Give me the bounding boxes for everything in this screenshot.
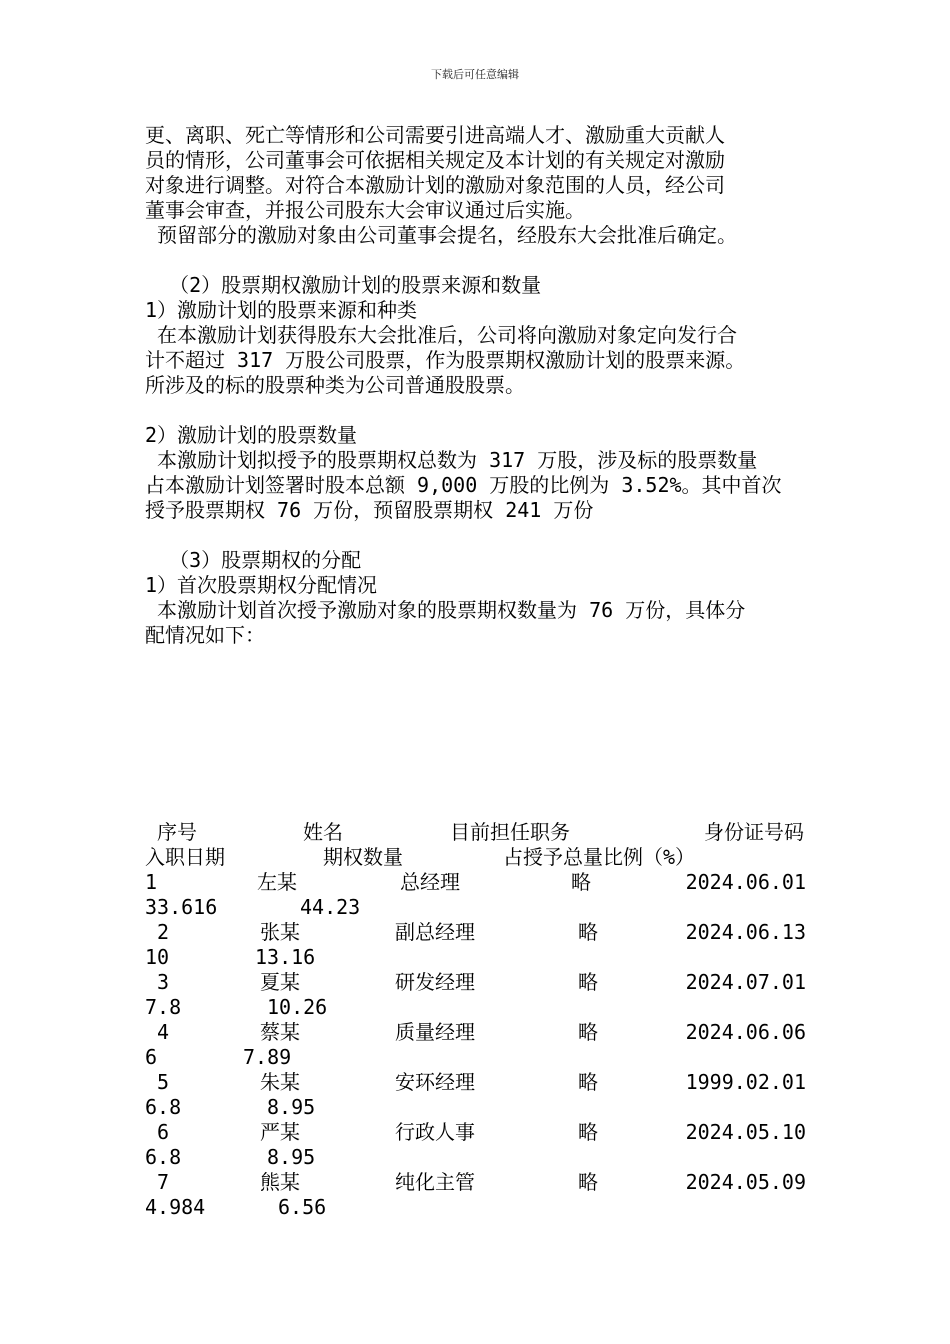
document-body bbox=[145, 123, 810, 648]
cell-name: 夏某 bbox=[260, 970, 300, 994]
header-seq: 序号 bbox=[157, 820, 197, 844]
cell-ratio: 6.56 bbox=[278, 1195, 327, 1219]
cell-join-date: 2024.06.06 bbox=[685, 1020, 806, 1044]
header-options: 期权数量 bbox=[323, 845, 403, 869]
cell-ratio: 10.26 bbox=[267, 995, 328, 1019]
text-line: 更、离职、死亡等情形和公司需要引进高端人才、激励重大贡献人 bbox=[145, 123, 725, 147]
cell-seq: 6 bbox=[157, 1120, 170, 1144]
text-line: 占本激励计划签署时股本总额 9,000 万股的比例为 3.52%。其中首次 bbox=[145, 473, 782, 497]
cell-ratio: 8.95 bbox=[267, 1145, 316, 1169]
cell-id-number: 略 bbox=[578, 1120, 598, 1144]
cell-position: 纯化主管 bbox=[395, 1170, 475, 1194]
cell-position: 总经理 bbox=[400, 870, 460, 894]
cell-id-number: 略 bbox=[578, 970, 598, 994]
table-row bbox=[145, 1020, 810, 1070]
cell-name: 左某 bbox=[257, 870, 297, 894]
page-header: 下载后可任意编辑 bbox=[431, 68, 519, 81]
cell-ratio: 44.23 bbox=[300, 895, 361, 919]
header-join-date: 入职日期 bbox=[145, 845, 225, 869]
cell-ratio: 8.95 bbox=[267, 1095, 316, 1119]
subsection-heading: 2）激励计划的股票数量 bbox=[145, 423, 358, 447]
cell-name: 蔡某 bbox=[260, 1020, 300, 1044]
cell-id-number: 略 bbox=[578, 920, 598, 944]
section-stock-source bbox=[145, 273, 810, 398]
cell-position: 副总经理 bbox=[395, 920, 475, 944]
cell-join-date: 1999.02.01 bbox=[685, 1070, 806, 1094]
table-row bbox=[145, 970, 810, 1020]
cell-seq: 1 bbox=[145, 870, 158, 894]
cell-join-date: 2024.07.01 bbox=[685, 970, 806, 994]
subsection-heading: 1）激励计划的股票来源和种类 bbox=[145, 298, 418, 322]
section-distribution bbox=[145, 548, 810, 648]
cell-name: 熊某 bbox=[260, 1170, 300, 1194]
section-heading: （2）股票期权激励计划的股票来源和数量 bbox=[145, 273, 542, 297]
section-heading: （3）股票期权的分配 bbox=[145, 548, 362, 572]
header-position: 目前担任职务 bbox=[450, 820, 570, 844]
cell-id-number: 略 bbox=[571, 870, 591, 894]
cell-join-date: 2024.06.01 bbox=[685, 870, 806, 894]
text-line: 对象进行调整。对符合本激励计划的激励对象范围的人员，经公司 bbox=[145, 173, 725, 197]
cell-position: 研发经理 bbox=[395, 970, 475, 994]
cell-options: 4.984 bbox=[145, 1195, 206, 1219]
table-row bbox=[145, 1070, 810, 1120]
cell-position: 安环经理 bbox=[395, 1070, 475, 1094]
text-line: 员的情形，公司董事会可依据相关规定及本计划的有关规定对激励 bbox=[145, 148, 725, 172]
table-row bbox=[145, 1120, 810, 1170]
cell-options: 6.8 bbox=[145, 1095, 182, 1119]
cell-id-number: 略 bbox=[578, 1170, 598, 1194]
cell-join-date: 2024.06.13 bbox=[685, 920, 806, 944]
text-line: 所涉及的标的股票种类为公司普通股股票。 bbox=[145, 373, 525, 397]
cell-join-date: 2024.05.09 bbox=[685, 1170, 806, 1194]
table-row bbox=[145, 1170, 810, 1220]
cell-position: 质量经理 bbox=[395, 1020, 475, 1044]
subsection-heading: 1）首次股票期权分配情况 bbox=[145, 573, 378, 597]
text-line: 授予股票期权 76 万份，预留股票期权 241 万份 bbox=[145, 498, 594, 522]
cell-seq: 2 bbox=[157, 920, 170, 944]
cell-position: 行政人事 bbox=[395, 1120, 475, 1144]
cell-options: 6 bbox=[145, 1045, 158, 1069]
cell-id-number: 略 bbox=[578, 1070, 598, 1094]
cell-ratio: 7.89 bbox=[243, 1045, 292, 1069]
cell-name: 严某 bbox=[260, 1120, 300, 1144]
table-body bbox=[145, 870, 810, 1220]
cell-seq: 7 bbox=[157, 1170, 170, 1194]
cell-name: 张某 bbox=[260, 920, 300, 944]
table-row bbox=[145, 870, 810, 920]
cell-ratio: 13.16 bbox=[255, 945, 316, 969]
text-line: 本激励计划拟授予的股票期权总数为 317 万股，涉及标的股票数量 bbox=[145, 448, 758, 472]
cell-join-date: 2024.05.10 bbox=[685, 1120, 806, 1144]
text-line: 计不超过 317 万股公司股票，作为股票期权激励计划的股票来源。 bbox=[145, 348, 746, 372]
text-line: 董事会审查，并报公司股东大会审议通过后实施。 bbox=[145, 198, 585, 222]
section-stock-quantity bbox=[145, 423, 810, 523]
text-line: 配情况如下： bbox=[145, 623, 265, 647]
text-line: 本激励计划首次授予激励对象的股票期权数量为 76 万份，具体分 bbox=[145, 598, 746, 622]
header-name: 姓名 bbox=[303, 820, 343, 844]
cell-name: 朱某 bbox=[260, 1070, 300, 1094]
table-header-row bbox=[145, 820, 810, 870]
cell-seq: 4 bbox=[157, 1020, 170, 1044]
header-id-number: 身份证号码 bbox=[704, 820, 804, 844]
cell-seq: 3 bbox=[157, 970, 170, 994]
text-line: 在本激励计划获得股东大会批准后，公司将向激励对象定向发行合 bbox=[145, 323, 738, 347]
distribution-table bbox=[145, 820, 810, 1220]
cell-seq: 5 bbox=[157, 1070, 170, 1094]
cell-options: 7.8 bbox=[145, 995, 182, 1019]
header-ratio: 占授予总量比例（%） bbox=[503, 845, 696, 869]
paragraph bbox=[145, 123, 810, 248]
cell-options: 6.8 bbox=[145, 1145, 182, 1169]
cell-id-number: 略 bbox=[578, 1020, 598, 1044]
table-row bbox=[145, 920, 810, 970]
cell-options: 10 bbox=[145, 945, 170, 969]
cell-options: 33.616 bbox=[145, 895, 218, 919]
text-line: 预留部分的激励对象由公司董事会提名，经股东大会批准后确定。 bbox=[145, 223, 738, 247]
